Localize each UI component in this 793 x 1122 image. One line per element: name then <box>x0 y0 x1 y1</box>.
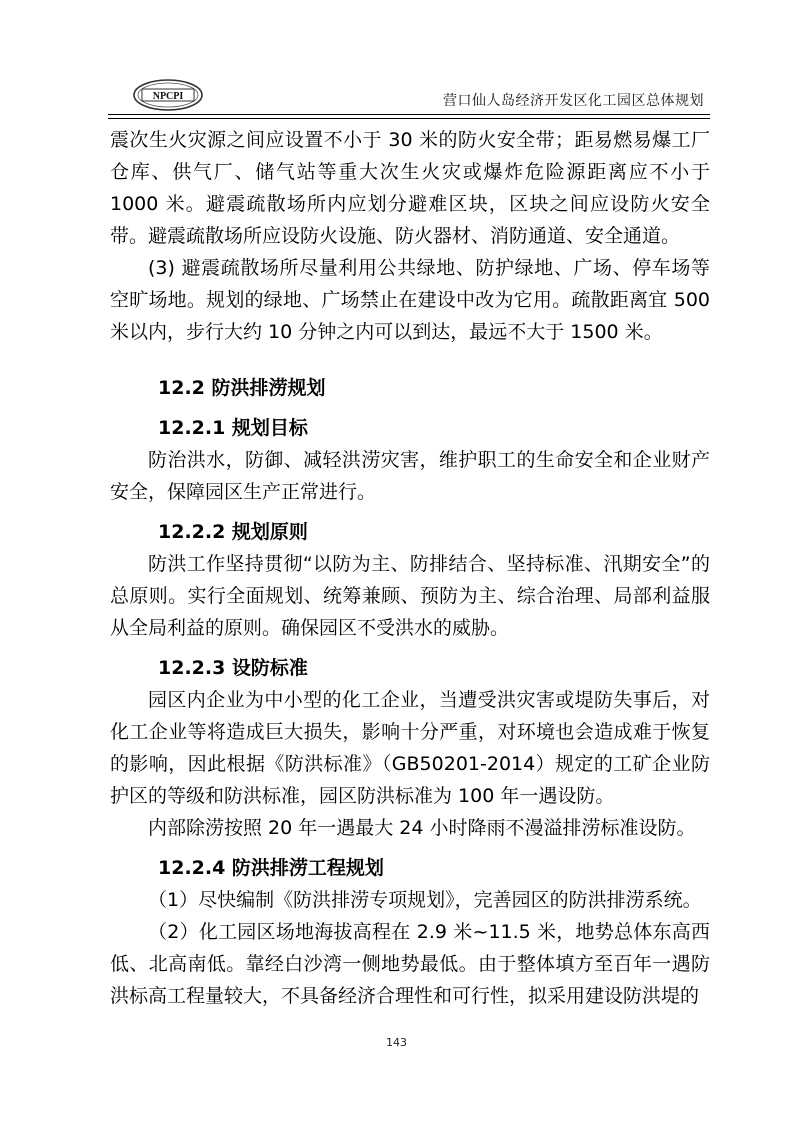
paragraph-principles: 防洪工作坚持贯彻“以防为主、防排结合、坚持标准、汛期安全”的总原则。实行全面规划、统筹兼顾、预防为主、综合治理、局部利益服从全局利益的原则。确保园区不受洪水的威胁。 <box>110 553 710 639</box>
paragraph-evacuation-firebreak: 震次生火灾源之间应设置不小于 30 米的防火安全带；距易燃易爆工厂仓库、供气厂、储气站等重大次生火灾或爆炸危险源距离应不小于 1000 米。避震疏散场所内应划分避难区块，区块之间应设防火安全带。避震疏散场所应设防火设施、防火器材、消防通道、安全通道。 <box>110 129 710 247</box>
paragraph-item-1: （1）尽快编制《防洪排涝专项规划》，完善园区的防洪排涝系统。 <box>148 889 702 911</box>
page-number: 143 <box>386 1036 407 1049</box>
paragraph-goals: 防治洪水，防御、减轻洪涝灾害，维护职工的生命安全和企业财产安全，保障园区生产正常进行。 <box>110 449 710 503</box>
subsection-heading-12-2-4: 12.2.4 防洪排涝工程规划 <box>158 857 384 879</box>
section-heading-12-2: 12.2 防洪排涝规划 <box>158 377 326 399</box>
paragraph-drainage-standard: 内部除涝按照 20 年一遇最大 24 小时降雨不漫溢排涝标准设防。 <box>148 817 696 839</box>
document-title: 营口仙人岛经济开发区化工园区总体规划 <box>443 93 704 109</box>
header-rule-thick <box>108 114 710 115</box>
svg-text:NPCPI: NPCPI <box>152 91 184 102</box>
npcpi-logo <box>132 78 204 112</box>
header-rule-thin <box>108 118 710 119</box>
page-content <box>110 124 710 1012</box>
paragraph-standard: 园区内企业为中小型的化工企业，当遭受洪灾害或堤防失事后，对化工企业等将造成巨大损失，影响十分严重，对环境也会造成难于恢复的影响，因此根据《防洪标准》（GB50201-2014）规定的工矿企业防护区的等级和防洪标准，园区防洪标准为 100 年一遇设防。 <box>110 689 710 807</box>
paragraph-evacuation-sites: (3) 避震疏散场所尽量利用公共绿地、防护绿地、广场、停车场等空旷场地。规划的绿地、广场禁止在建设中改为它用。疏散距离宜 500 米以内，步行大约 10 分钟之内可以到达，最远不大于 1500 米。 <box>110 257 710 343</box>
page-header <box>108 70 710 118</box>
paragraph-item-2: （2）化工园区场地海拔高程在 2.9 米~11.5 米，地势总体东高西低、北高南低。靠经白沙湾一侧地势最低。由于整体填方至百年一遇防洪标高工程量较大，不具备经济合理性和可行性，拟采用建设防洪堤的 <box>110 921 710 1007</box>
subsection-heading-12-2-3: 12.2.3 设防标准 <box>158 657 308 679</box>
subsection-heading-12-2-2: 12.2.2 规划原则 <box>158 521 308 543</box>
subsection-heading-12-2-1: 12.2.1 规划目标 <box>158 417 308 439</box>
